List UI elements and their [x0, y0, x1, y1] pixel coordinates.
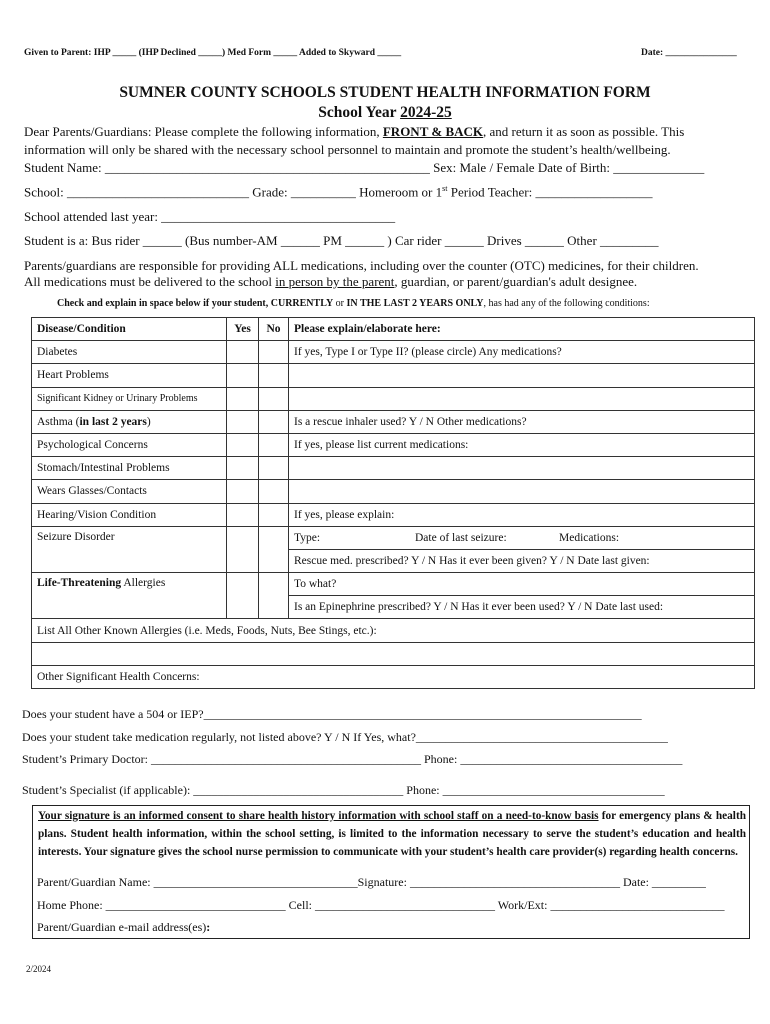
diabetes-no-cell[interactable]: [259, 341, 289, 364]
psych-no-cell[interactable]: [259, 433, 289, 456]
seizure-rescue[interactable]: Rescue med. prescribed? Y / N Has it ever been given? Y / N Date last given:: [289, 549, 755, 572]
other-allergies-label: List All Other Known Allergies (i.e. Meds, Foods, Nuts, Bee Stings, etc.):: [32, 619, 755, 642]
header-no: No: [259, 318, 289, 341]
glasses-explain[interactable]: [289, 480, 755, 503]
stomach-explain[interactable]: [289, 457, 755, 480]
allergies-no-cell[interactable]: [259, 573, 289, 619]
hearing-explain[interactable]: If yes, please explain:: [289, 503, 755, 526]
other-concerns-field[interactable]: Other Significant Health Concerns:: [32, 665, 755, 688]
transportation-field[interactable]: Student is a: Bus rider ______ (Bus number-AM ______ PM ______ ) Car rider ______ Drives ______ Other _________: [24, 233, 659, 248]
office-date-field: Date: _______________: [641, 48, 737, 58]
table-row: [32, 503, 755, 526]
psych-yes-cell[interactable]: [227, 433, 259, 456]
table-row: [32, 526, 755, 549]
kidney-yes-cell[interactable]: [227, 387, 259, 410]
glasses-no-cell[interactable]: [259, 480, 289, 503]
condition-psych: Psychological Concerns: [32, 433, 227, 456]
school-year-heading: School Year 2024-25: [318, 104, 452, 121]
seizure-details[interactable]: Type: Date of last seizure: Medications:: [289, 526, 755, 549]
allergies-yes-cell[interactable]: [227, 573, 259, 619]
table-row: [32, 619, 755, 642]
kidney-no-cell[interactable]: [259, 387, 289, 410]
table-row: [32, 364, 755, 387]
table-row: [32, 433, 755, 456]
intro-line-2: information will only be shared with the necessary school personnel to maintain and promote the student’s health/wellbeing.: [24, 142, 671, 157]
form-title: SUMNER COUNTY SCHOOLS STUDENT HEALTH INFORMATION FORM: [119, 84, 651, 101]
school-last-year-field[interactable]: School attended last year: ____________________________________: [24, 209, 396, 224]
regular-meds-question[interactable]: Does your student take medication regularly, not listed above? Y / N If Yes, what?__________________________________________: [22, 730, 668, 744]
header-condition: Disease/Condition: [32, 318, 227, 341]
condition-seizure: Seizure Disorder: [32, 526, 227, 572]
condition-hearing: Hearing/Vision Condition: [32, 503, 227, 526]
table-row: [32, 480, 755, 503]
hearing-no-cell[interactable]: [259, 503, 289, 526]
condition-glasses: Wears Glasses/Contacts: [32, 480, 227, 503]
intro-line-1: Dear Parents/Guardians: Please complete the following information, FRONT & BACK, and return it as soon as possible. This: [24, 124, 685, 139]
school-grade-teacher-field[interactable]: School: ____________________________ Grade: __________ Homeroom or 1st Period Teacher: __________________: [24, 184, 653, 200]
signature-box: [32, 805, 750, 939]
student-name-field[interactable]: Student Name: __________________________________________________ Sex: Male / Female Date of Birth: ______________: [24, 160, 705, 175]
table-row: [32, 341, 755, 364]
seizure-no-cell[interactable]: [259, 526, 289, 572]
asthma-no-cell[interactable]: [259, 410, 289, 433]
glasses-yes-cell[interactable]: [227, 480, 259, 503]
seizure-yes-cell[interactable]: [227, 526, 259, 572]
medication-notice-line-2: All medications must be delivered to the school in person by the parent, guardian, or parent/guardian's adult designee.: [24, 274, 638, 289]
guardian-phone-line[interactable]: Home Phone: ______________________________ Cell: ______________________________ Work/Ext: _____________________________: [37, 898, 725, 912]
consent-statement: Your signature is an informed consent to share health history information with school staff on a need-to-know basis for emergency plans & health plans. Student health information, within the school setting, is limited to the information necessary to serve the student’s education and health interests. Your signature gives the school nurse permission to communicate with your student’s health care provider(s) regarding health concerns.: [38, 810, 746, 858]
allergies-epinephrine[interactable]: Is an Epinephrine prescribed? Y / N Has it ever been used? Y / N Date last used:: [289, 596, 755, 619]
heart-yes-cell[interactable]: [227, 364, 259, 387]
table-row: [32, 665, 755, 688]
check-instructions: Check and explain in space below if your student, CURRENTLY or IN THE LAST 2 YEARS ONLY, has had any of the following conditions:: [57, 298, 650, 309]
header-explain: Please explain/elaborate here:: [289, 318, 755, 341]
revision-date: 2/2024: [26, 964, 52, 974]
psych-explain[interactable]: If yes, please list current medications:: [289, 433, 755, 456]
hearing-yes-cell[interactable]: [227, 503, 259, 526]
table-header-row: [32, 318, 755, 341]
guardian-email-field[interactable]: Parent/Guardian e-mail address(es):: [37, 920, 211, 934]
table-row: [32, 387, 755, 410]
iep-question[interactable]: Does your student have a 504 or IEP?_________________________________________________________________________: [22, 707, 642, 721]
table-row: [32, 573, 755, 596]
condition-diabetes: Diabetes: [32, 341, 227, 364]
conditions-table: [31, 317, 755, 689]
stomach-no-cell[interactable]: [259, 457, 289, 480]
table-row: [32, 410, 755, 433]
other-allergies-input[interactable]: [32, 642, 755, 665]
condition-stomach: Stomach/Intestinal Problems: [32, 457, 227, 480]
diabetes-yes-cell[interactable]: [227, 341, 259, 364]
heart-explain[interactable]: [289, 364, 755, 387]
table-row: [32, 642, 755, 665]
header-yes: Yes: [227, 318, 259, 341]
guardian-name-signature-line[interactable]: Parent/Guardian Name: __________________________________Signature: ___________________________________ Date: _________: [37, 875, 706, 889]
heart-no-cell[interactable]: [259, 364, 289, 387]
kidney-explain[interactable]: [289, 387, 755, 410]
diabetes-explain[interactable]: If yes, Type I or Type II? (please circle) Any medications?: [289, 341, 755, 364]
condition-asthma: Asthma (in last 2 years): [32, 410, 227, 433]
condition-heart: Heart Problems: [32, 364, 227, 387]
asthma-explain[interactable]: Is a rescue inhaler used? Y / N Other medications?: [289, 410, 755, 433]
allergies-to-what[interactable]: To what?: [289, 573, 755, 596]
condition-allergies: Life-Threatening Allergies: [32, 573, 227, 619]
office-use-line: Given to Parent: IHP _____ (IHP Declined _____) Med Form _____ Added to Skyward _____: [24, 48, 402, 58]
asthma-yes-cell[interactable]: [227, 410, 259, 433]
primary-doctor-field[interactable]: Student’s Primary Doctor: _____________________________________________ Phone: _____________________________________: [22, 752, 683, 766]
medication-notice-line-1: Parents/guardians are responsible for providing ALL medications, including over the counter (OTC) medicines, for their children.: [24, 258, 699, 273]
condition-kidney: Significant Kidney or Urinary Problems: [32, 387, 227, 410]
specialist-field[interactable]: Student’s Specialist (if applicable): ___________________________________ Phone: _____________________________________: [22, 783, 665, 797]
stomach-yes-cell[interactable]: [227, 457, 259, 480]
table-row: [32, 457, 755, 480]
